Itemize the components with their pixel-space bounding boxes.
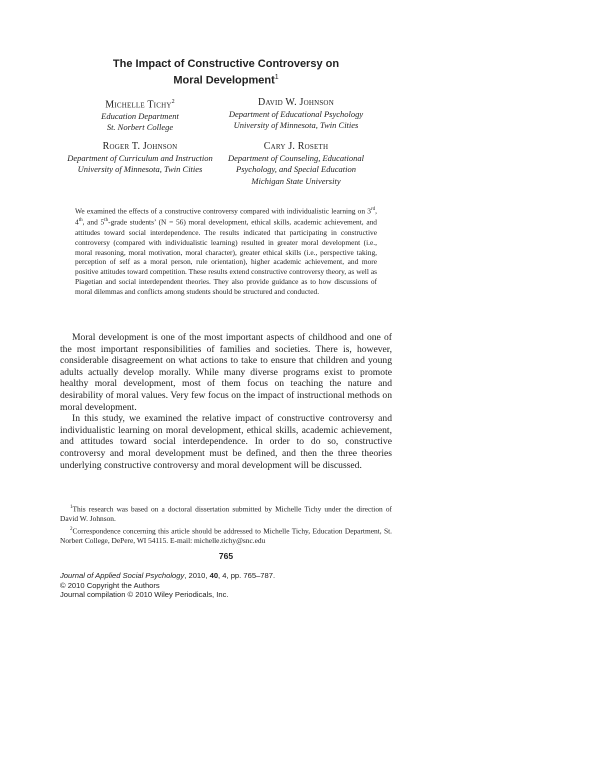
journal-year: , 2010,	[184, 571, 210, 580]
footnote-text: Correspondence concerning this article should be addressed to Michelle Tichy, Education Department, St. Norbert College, DePere, WI 54115. E-mail: michelle.tichy@snc.edu	[60, 526, 392, 545]
abstract-text: -grade students’ (N = 56) moral development, ethical skills, academic achievement, and attitudes toward social interdependence. The results indicated that participating in constructive controversy (compared with individualistic learning) resulted in greater moral development (i.e., moral reasoning, moral motivation, moral character), greater ethical skills (i.e., perspective taking, perception of self as a moral person, rule orientation), higher academic achievement, and more positive attitudes toward competition. These results extend constructive controversy theory, as well as Piagetian and social interdependent theories. They also provide guidance as to how discussions of moral dilemmas and conflicts among students should be structured and conducted.	[75, 217, 377, 297]
footnote-1	[60, 503, 392, 524]
article-title	[60, 58, 392, 88]
body-text	[60, 332, 392, 471]
footnote-2	[60, 525, 392, 546]
footnote-text: This research was based on a doctoral dissertation submitted by Michelle Tichy under the direction of David W. Johnson.	[60, 504, 392, 524]
author-name-text: Michelle Tichy	[105, 99, 172, 111]
author-affiliation-line: Department of Counseling, Educational	[228, 152, 364, 163]
journal-issue-pages: , 4, pp. 765–787.	[218, 571, 276, 580]
journal-citation	[60, 571, 275, 600]
abstract-text: We examined the effects of a constructive controversy compared with individualistic learning on 3	[75, 206, 371, 216]
author-name: Cary J. Roseth	[263, 141, 329, 152]
title-line-1: The Impact of Constructive Controversy on	[112, 58, 340, 70]
title-line-2	[60, 71, 392, 88]
author-affiliation-line: University of Minnesota, Twin Cities	[233, 120, 359, 130]
compilation-copyright-line: Journal compilation © 2010 Wiley Periodicals, Inc.	[60, 590, 229, 600]
author-name: David W. Johnson	[258, 97, 334, 108]
footnotes	[60, 503, 392, 546]
abstract-text: , and 5	[82, 217, 105, 227]
page-number: 765	[218, 551, 234, 561]
author-footnote-mark: 2	[171, 99, 175, 105]
abstract-superscript: rd	[370, 207, 376, 212]
author-affiliation-line: Department of Curriculum and Instruction	[67, 152, 213, 163]
copyright-line: © 2010 Copyright the Authors	[60, 580, 160, 590]
journal-citation-line	[60, 571, 275, 581]
author-affiliation-line: St. Norbert College	[106, 122, 174, 133]
footnote-mark: 1	[70, 505, 73, 510]
author-affiliation-line: University of Minnesota, Twin Cities	[77, 164, 203, 174]
author-affiliation-line: Education Department	[101, 110, 179, 121]
abstract-superscript: th	[78, 218, 83, 224]
abstract	[75, 205, 377, 297]
body-paragraph-1: Moral development is one of the most important aspects of childhood and one of the most important responsibilities of families and societies. There is, however, considerable disagreement on what actions to take to ensure that children and young adults actually develop morally. While many diverse programs exist to promote healthy moral development, most of them focus on teaching the nature and desirability of moral values. Very few focus on the impact of instructional methods on moral development.	[60, 332, 392, 413]
author-affiliation-line: Michigan State University	[251, 175, 341, 186]
title-footnote-mark: 1	[274, 74, 279, 81]
author-block-roseth	[196, 141, 396, 187]
journal-volume: 40	[209, 571, 219, 580]
footnote-mark: 2	[70, 526, 73, 532]
abstract-text: , 4	[75, 206, 377, 227]
author-name: Roger T. Johnson	[102, 141, 178, 152]
abstract-superscript: th	[104, 218, 109, 224]
journal-name: Journal of Applied Social Psychology	[60, 571, 185, 580]
author-affiliation-line: Psychology, and Special Education	[236, 164, 356, 174]
title-line-2-text: Moral Development	[173, 74, 275, 87]
author-block-d-johnson	[196, 97, 396, 132]
body-paragraph-2: In this study, we examined the relative impact of constructive controversy and individualistic learning on moral development, ethical skills, academic achievement, and attitudes toward social interdependence. In order to do so, constructive controversy and moral development must be defined, and then the three theories underlying constructive controversy and moral development will be discussed.	[60, 413, 392, 471]
author-affiliation-line: Department of Educational Psychology	[228, 108, 364, 119]
